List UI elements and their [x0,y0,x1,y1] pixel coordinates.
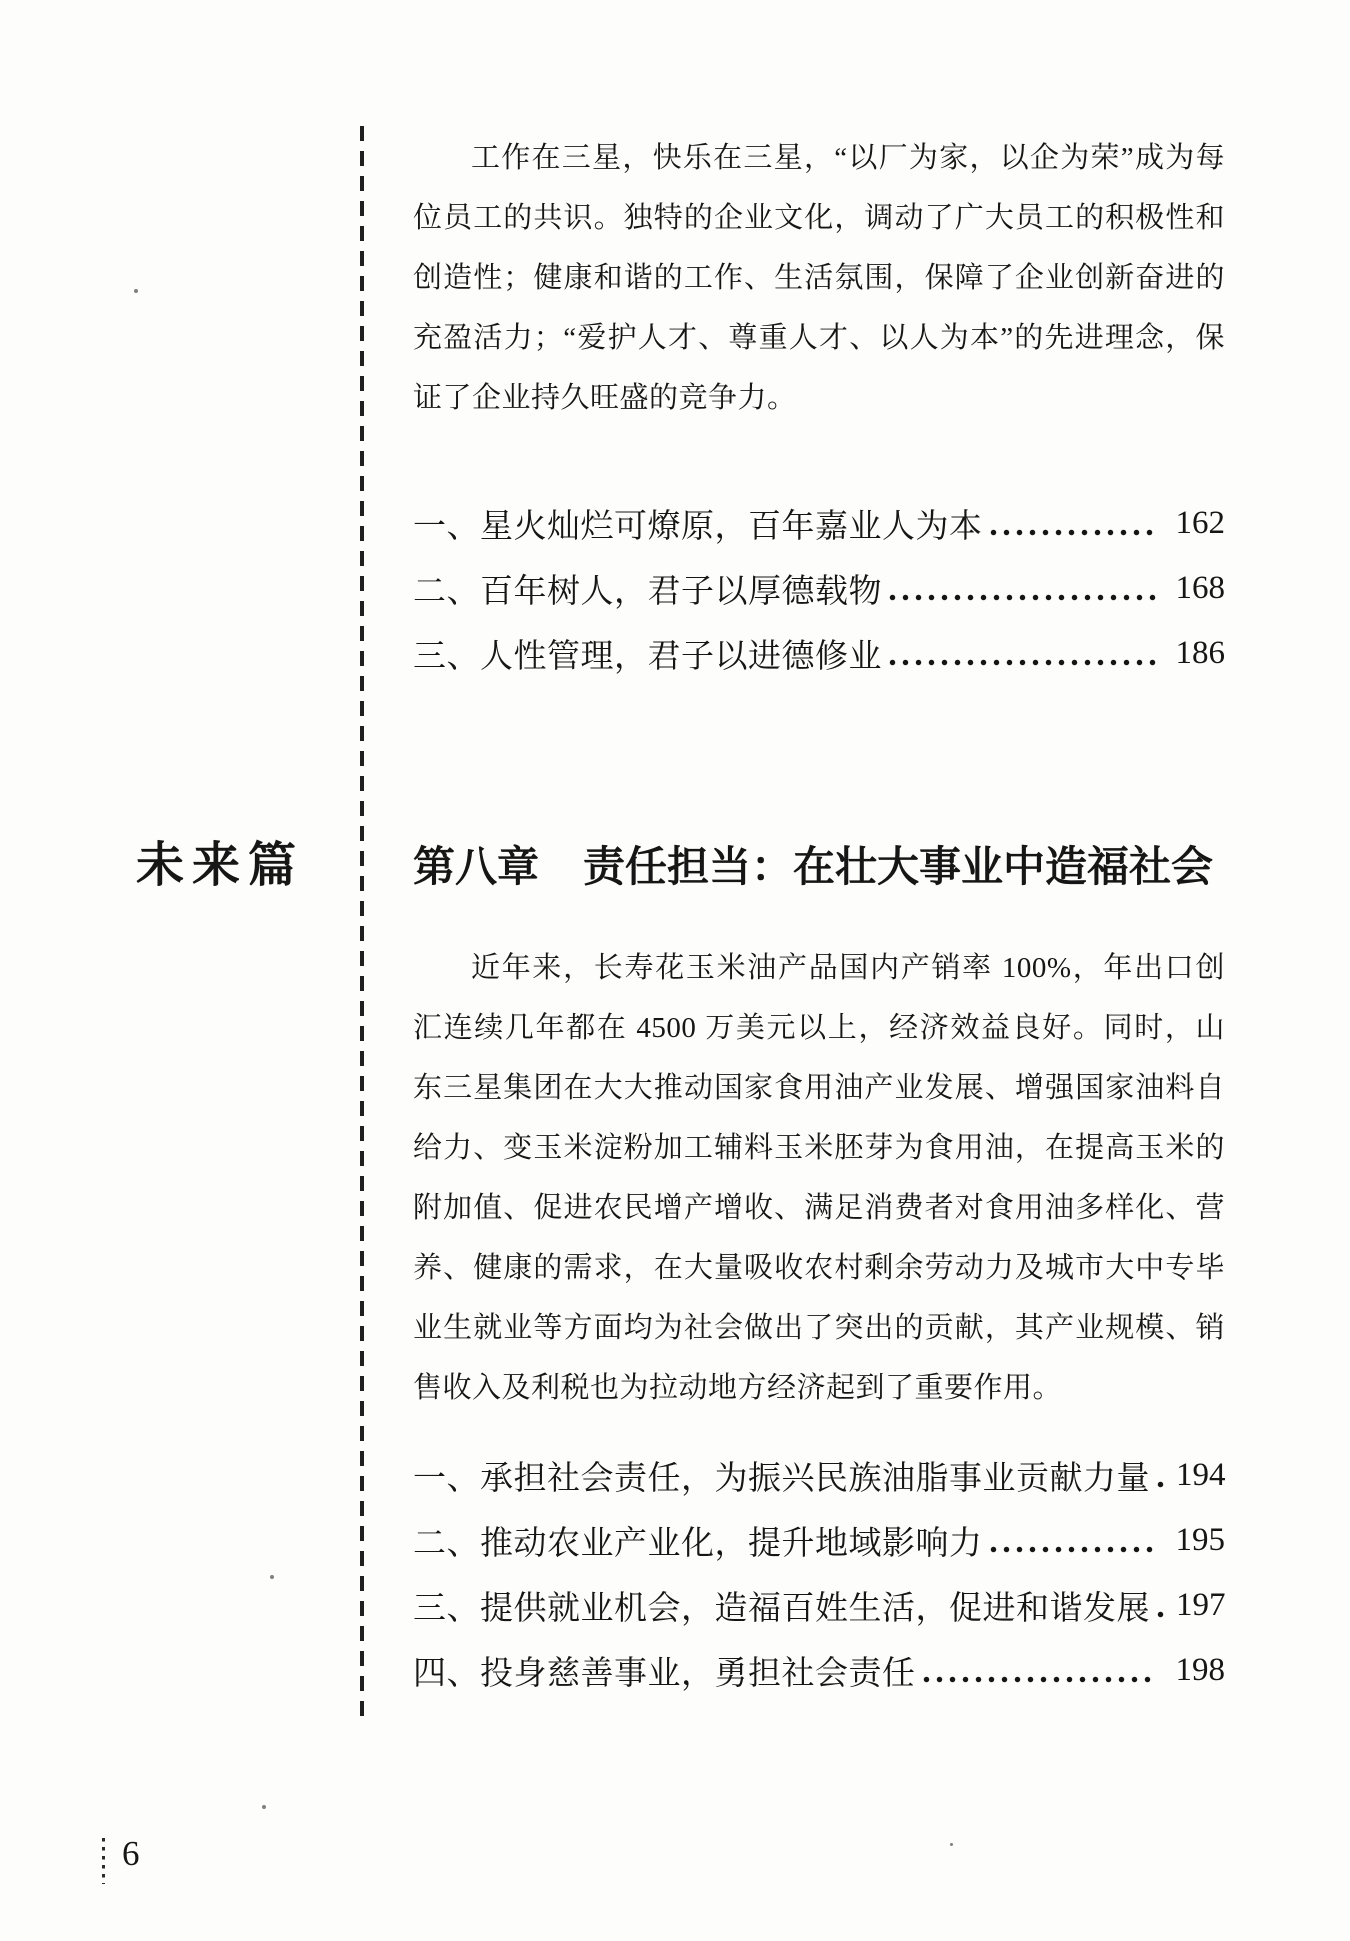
toc-entry-label: 二、推动农业产业化，提升地域影响力 [413,1526,983,1562]
toc-entry [413,491,1225,556]
toc-list-previous-chapter [413,491,1225,686]
toc-entry-page: 194 [1176,1457,1226,1493]
footer-page-number: 6 [122,1834,140,1873]
toc-leader-dots [886,556,1157,621]
toc-leader-dots [920,1638,1158,1703]
scan-speck [950,1843,953,1846]
chapter-number: 第八章 [413,843,540,890]
toc-entry [413,621,1225,686]
toc-entry-label: 二、百年树人，君子以厚德载物 [413,574,882,610]
toc-entry [413,1573,1225,1638]
toc-list-chapter-8 [413,1443,1225,1703]
toc-leader-dots [1154,1443,1168,1508]
toc-entry-label: 一、承担社会责任，为振兴民族油脂事业贡献力量 [413,1461,1150,1497]
paragraph-social-responsibility: 近年来，长寿花玉米油产品国内产销率 100%，年出口创汇连续几年都在 4500 万美元以上，经济效益良好。同时，山东三星集团在大大推动国家食用油产业发展、增强国家油料自给力、变玉米淀粉加工辅料玉米胚芽为食用油，在提高玉米的附加值、促进农民增产增收、满足消费者对食用油多样化、营养、健康的需求，在大量吸收农村剩余劳动力及城市大中专毕业生就业等方面均为社会做出了突出的贡献，其产业规模、销售收入及利税也为拉动地方经济起到了重要作用。 [413,952,1225,1404]
toc-entry-label: 四、投身慈善事业，勇担社会责任 [413,1656,916,1692]
toc-entry [413,556,1225,621]
scan-speck [262,1805,266,1809]
toc-entry-page: 162 [1175,505,1225,541]
toc-entry-page: 198 [1175,1652,1225,1688]
toc-entry-label: 三、提供就业机会，造福百姓生活，促进和谐发展 [413,1591,1150,1627]
toc-entry-page: 197 [1176,1587,1226,1623]
toc-entry [413,1508,1225,1573]
toc-entry-page: 186 [1175,635,1225,671]
toc-leader-dots [886,621,1157,686]
chapter-title: 责任担当：在壮大事业中造福社会 [583,843,1214,890]
chapter-heading [413,842,1243,892]
scan-speck [134,289,138,293]
toc-entry [413,1443,1225,1508]
vertical-dashed-divider [360,126,364,1722]
toc-entry-label: 一、星火灿烂可燎原，百年嘉业人为本 [413,509,983,545]
scan-speck [270,1575,274,1579]
toc-entry-page: 168 [1175,570,1225,606]
section-label-future: 未来篇 [136,839,305,892]
toc-leader-dots [987,491,1158,556]
paragraph-company-culture: 工作在三星，快乐在三星，“以厂为家，以企为荣”成为每位员工的共识。独特的企业文化，调动了广大员工的积极性和创造性；健康和谐的工作、生活氛围，保障了企业创新奋进的充盈活力；“爱护人才、尊重人才、以人为本”的先进理念，保证了企业持久旺盛的竞争力。 [413,142,1225,414]
toc-entry [413,1638,1225,1703]
toc-leader-dots [1154,1573,1168,1638]
toc-entry-page: 195 [1175,1522,1225,1558]
toc-leader-dots [987,1508,1158,1573]
footer-dotted-tick [102,1838,105,1884]
toc-entry-label: 三、人性管理，君子以进德修业 [413,639,882,675]
